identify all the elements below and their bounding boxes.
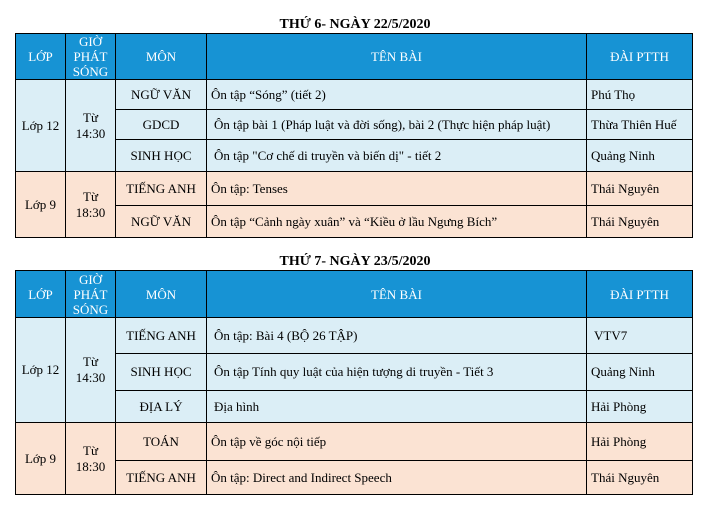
- ten-bai-cell: Ôn tập "Cơ chế di truyền và biến dị" - tiết 2: [207, 140, 587, 172]
- table-row: [16, 391, 693, 423]
- header-lop: LỚP: [16, 34, 66, 80]
- table-row: [16, 318, 693, 354]
- header-dai-ptth: ĐÀI PTTH: [587, 271, 693, 318]
- dai-cell: Phú Thọ: [587, 80, 693, 110]
- dai-cell: Thái Nguyên: [587, 461, 693, 495]
- ten-bai-cell: Ôn tập về góc nội tiếp: [207, 423, 587, 461]
- dai-cell: Hải Phòng: [587, 423, 693, 461]
- header-ten-bai: TÊN BÀI: [207, 271, 587, 318]
- ten-bai-cell: Ôn tập: Tenses: [207, 172, 587, 206]
- table-header-row: [16, 271, 693, 318]
- ten-bai-cell: Ôn tập “Sóng” (tiết 2): [207, 80, 587, 110]
- mon-cell: TOÁN: [116, 423, 207, 461]
- ten-bai-cell: Ôn tập: Bài 4 (BỘ 26 TẬP): [207, 318, 587, 354]
- mon-cell: GDCD: [116, 110, 207, 140]
- mon-cell: SINH HỌC: [116, 140, 207, 172]
- table-row: [16, 206, 693, 238]
- mon-cell: TIẾNG ANH: [116, 318, 207, 354]
- mon-cell: TIẾNG ANH: [116, 172, 207, 206]
- schedule-table: [15, 33, 693, 238]
- ten-bai-cell: Địa hình: [207, 391, 587, 423]
- lop-cell: Lớp 12: [16, 80, 66, 172]
- dai-cell: Hải Phòng: [587, 391, 693, 423]
- header-lop: LỚP: [16, 271, 66, 318]
- table-header-row: [16, 34, 693, 80]
- dai-cell: Thái Nguyên: [587, 172, 693, 206]
- table-row: [16, 80, 693, 110]
- mon-cell: ĐỊA LÝ: [116, 391, 207, 423]
- day-title: THỨ 6- NGÀY 22/5/2020: [279, 17, 431, 32]
- table-row: [16, 354, 693, 391]
- lop-cell: Lớp 9: [16, 172, 66, 238]
- table-row: [16, 140, 693, 172]
- gio-cell: Từ 18:30: [66, 172, 116, 238]
- table-row: [16, 110, 693, 140]
- gio-cell: Từ 14:30: [66, 80, 116, 172]
- table-row: [16, 172, 693, 206]
- ten-bai-cell: Ôn tập Tính quy luật của hiện tượng di truyền - Tiết 3: [207, 354, 587, 391]
- header-gio-phat-song: GIỜ PHÁT SÓNG: [66, 34, 116, 80]
- ten-bai-cell: Ôn tập bài 1 (Pháp luật và đời sống), bài 2 (Thực hiện pháp luật): [207, 110, 587, 140]
- header-mon: MÔN: [116, 34, 207, 80]
- day-title: THỨ 7- NGÀY 23/5/2020: [279, 254, 431, 269]
- dai-cell: Quảng Ninh: [587, 354, 693, 391]
- lop-cell: Lớp 12: [16, 318, 66, 423]
- mon-cell: TIẾNG ANH: [116, 461, 207, 495]
- schedule-table: [15, 270, 693, 495]
- header-gio-phat-song: GIỜ PHÁT SÓNG: [66, 271, 116, 318]
- ten-bai-cell: Ôn tập: Direct and Indirect Speech: [207, 461, 587, 495]
- dai-cell: Quảng Ninh: [587, 140, 693, 172]
- gio-cell: Từ 18:30: [66, 423, 116, 495]
- header-mon: MÔN: [116, 271, 207, 318]
- header-ten-bai: TÊN BÀI: [207, 34, 587, 80]
- header-dai-ptth: ĐÀI PTTH: [587, 34, 693, 80]
- table-row: [16, 461, 693, 495]
- mon-cell: NGỮ VĂN: [116, 80, 207, 110]
- dai-cell: VTV7: [587, 318, 693, 354]
- table-row: [16, 423, 693, 461]
- dai-cell: Thái Nguyên: [587, 206, 693, 238]
- dai-cell: Thừa Thiên Huế: [587, 110, 693, 140]
- mon-cell: NGỮ VĂN: [116, 206, 207, 238]
- lop-cell: Lớp 9: [16, 423, 66, 495]
- mon-cell: SINH HỌC: [116, 354, 207, 391]
- gio-cell: Từ 14:30: [66, 318, 116, 423]
- ten-bai-cell: Ôn tập “Cảnh ngày xuân” và “Kiều ở lầu Ngưng Bích”: [207, 206, 587, 238]
